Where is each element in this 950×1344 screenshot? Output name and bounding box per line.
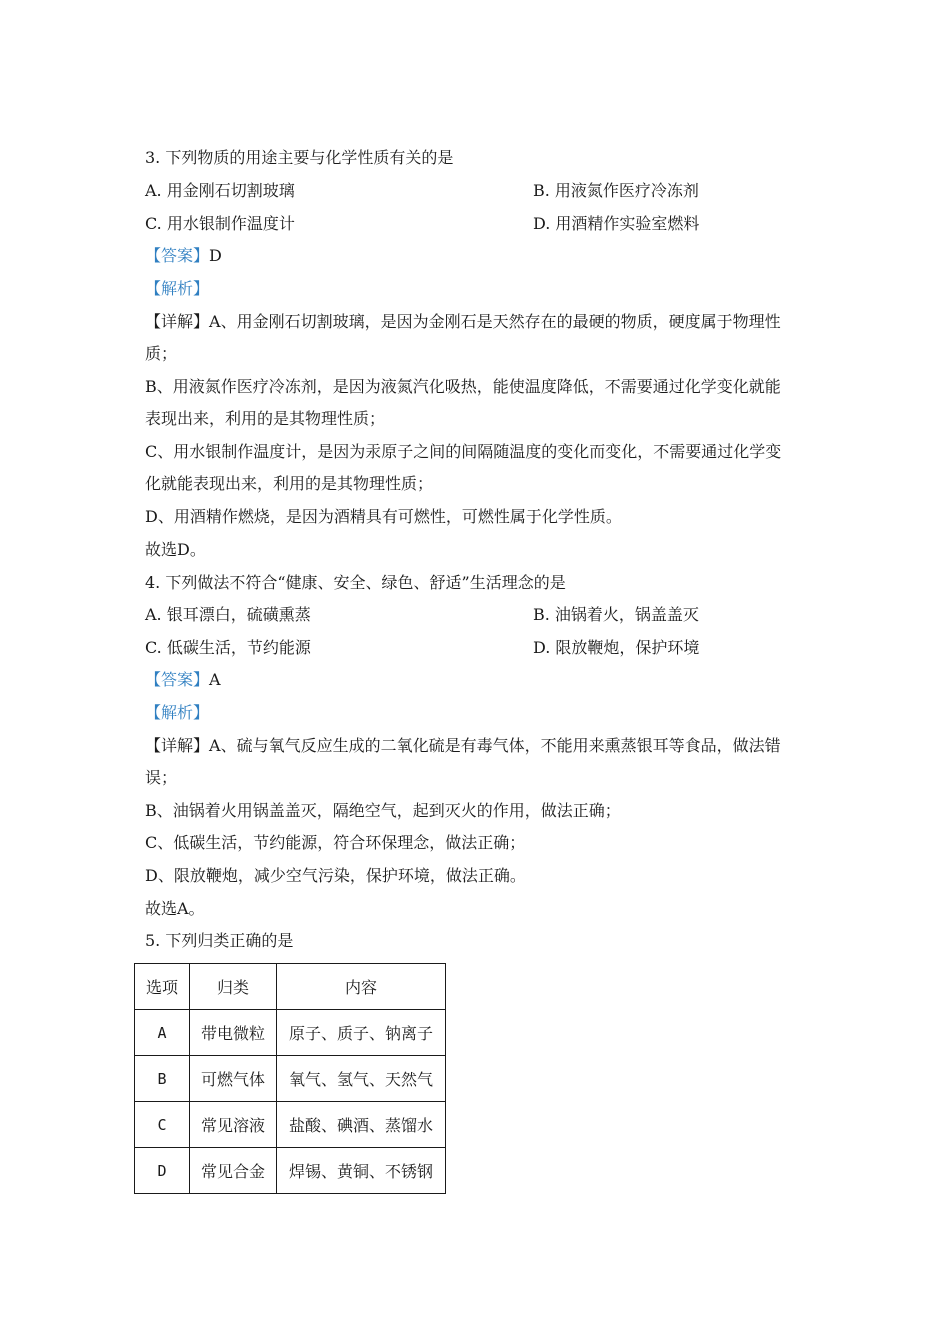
q3-detail-line: C、用水银制作温度计，是因为汞原子之间的间隔随温度的变化而变化，不需要通过化学变 (145, 442, 782, 461)
question-5-stem: 5. 下列归类正确的是 (145, 931, 294, 950)
q3-option-a: A. 用金刚石切割玻璃 (145, 181, 295, 200)
q3-detail-line: B、用液氮作医疗冷冻剂，是因为液氮汽化吸热，能使温度降低，不需要通过化学变化就能 (145, 377, 781, 396)
q3-conclusion: 故选D。 (145, 540, 206, 559)
table-cell: 氧气、氢气、天然气 (277, 1056, 446, 1102)
q3-detail-line: D、用酒精作燃烧，是因为酒精具有可燃性，可燃性属于化学性质。 (145, 507, 622, 526)
answer-value: A (209, 670, 221, 689)
q4-detail-line: B、油锅着火用锅盖盖灭，隔绝空气，起到灭火的作用，做法正确； (145, 801, 621, 820)
table-row (135, 1102, 446, 1148)
q4-answer (145, 669, 221, 691)
q4-detail-line: C、低碳生活，节约能源，符合环保理念，做法正确； (145, 833, 526, 852)
table-cell: 常见溶液 (190, 1102, 277, 1148)
detail-tag: 【详解】 (145, 312, 210, 331)
q4-option-b: B. 油锅着火，锅盖盖灭 (533, 605, 699, 624)
table-row (135, 1148, 446, 1194)
table-header-cell: 选项 (135, 964, 190, 1010)
q4-analysis-tag: 【解析】 (145, 703, 210, 722)
q4-option-a: A. 银耳漂白，硫磺熏蒸 (145, 605, 311, 624)
table-header-cell: 归类 (190, 964, 277, 1010)
q4-conclusion: 故选A。 (145, 899, 205, 918)
table-cell: 盐酸、碘酒、蒸馏水 (277, 1102, 446, 1148)
table-cell: 可燃气体 (190, 1056, 277, 1102)
answer-value: D (209, 246, 222, 265)
table-cell: 带电微粒 (190, 1010, 277, 1056)
q3-detail-line (145, 311, 781, 333)
q4-detail-line: 误； (145, 768, 178, 787)
q4-detail-line (145, 735, 781, 757)
table-cell: B (135, 1056, 190, 1102)
q4-option-d: D. 限放鞭炮，保护环境 (533, 638, 700, 657)
table-header-row (135, 964, 446, 1010)
q4-option-c: C. 低碳生活，节约能源 (145, 638, 311, 657)
q3-detail-line: 化就能表现出来，利用的是其物理性质； (145, 474, 434, 493)
detail-text: A、硫与氧气反应生成的二氧化硫是有毒气体，不能用来熏蒸银耳等食品，做法错 (209, 736, 781, 755)
table-cell: 常见合金 (190, 1148, 277, 1194)
q3-option-b: B. 用液氮作医疗冷冻剂 (533, 181, 699, 200)
classification-table (134, 963, 446, 1194)
question-3-stem: 3. 下列物质的用途主要与化学性质有关的是 (145, 148, 454, 167)
table-cell: 焊锡、黄铜、不锈钢 (277, 1148, 446, 1194)
answer-tag: 【答案】 (145, 246, 210, 265)
table-cell: C (135, 1102, 190, 1148)
q3-option-c: C. 用水银制作温度计 (145, 214, 295, 233)
question-4-stem: 4. 下列做法不符合“健康、安全、绿色、舒适”生活理念的是 (145, 573, 566, 592)
detail-text: A、用金刚石切割玻璃，是因为金刚石是天然存在的最硬的物质，硬度属于物理性 (209, 312, 781, 331)
table-row (135, 1010, 446, 1056)
table-cell: 原子、质子、钠离子 (277, 1010, 446, 1056)
q4-detail-line: D、限放鞭炮，减少空气污染，保护环境，做法正确。 (145, 866, 526, 885)
table-row (135, 1056, 446, 1102)
table-cell: D (135, 1148, 190, 1194)
table-header-cell: 内容 (277, 964, 446, 1010)
detail-tag: 【详解】 (145, 736, 210, 755)
q3-detail-line: 表现出来，利用的是其物理性质； (145, 409, 386, 428)
answer-tag: 【答案】 (145, 670, 210, 689)
q3-analysis-tag: 【解析】 (145, 279, 210, 298)
q3-answer (145, 245, 222, 267)
q3-detail-line: 质； (145, 344, 178, 363)
table-cell: A (135, 1010, 190, 1056)
q3-option-d: D. 用酒精作实验室燃料 (533, 214, 700, 233)
